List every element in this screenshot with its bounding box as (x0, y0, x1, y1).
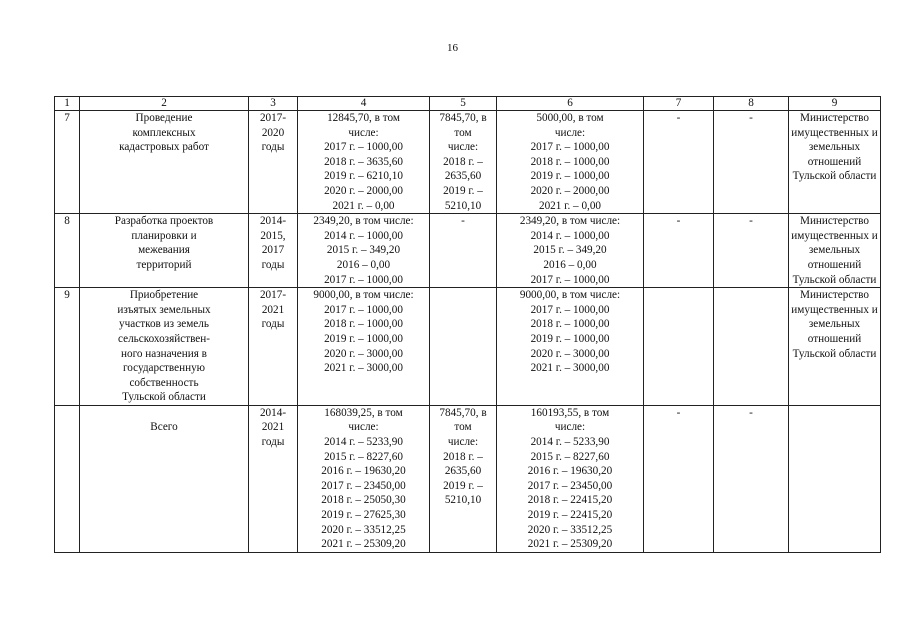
cell-line: 2015 г. – 8227,60 (324, 450, 403, 463)
cell-line: 2019 г. – 1000,00 (530, 170, 610, 183)
cell-line: 2021 г. – 25309,20 (527, 538, 613, 551)
cell-line: 2017 г. – 1000,00 (324, 141, 403, 154)
total-funding-cell (298, 111, 430, 214)
responsible-executor-cell (789, 405, 881, 552)
column-header: 6 (497, 97, 644, 111)
cell-line: 2015 г. – 349,20 (533, 244, 607, 257)
cell-line: государственную (122, 362, 206, 375)
regional-funding-cell (497, 214, 644, 288)
cell-line: межевания (138, 244, 190, 257)
cell-line: земельных (808, 141, 861, 154)
column-header: 7 (644, 97, 714, 111)
cell-line: 2015 г. – 349,20 (326, 244, 401, 257)
cell-line: том (454, 126, 472, 139)
cell-line: 2017 г. – 1000,00 (324, 303, 403, 316)
cell-line: имущественных и (791, 126, 878, 139)
cell-line: Тульской области (122, 391, 206, 404)
cell-line: 2017 г. – 1000,00 (530, 141, 610, 154)
cell-line: Министерство (800, 215, 869, 228)
total-funding-cell (298, 405, 430, 552)
activity-name-cell (80, 405, 249, 552)
page-number: 16 (447, 42, 458, 54)
row-number-cell: 9 (55, 288, 80, 406)
cell-line: отношений (807, 332, 862, 345)
column-8-cell: - (714, 214, 789, 288)
cell-line: 12845,70, в том (327, 112, 400, 124)
responsible-executor-cell (789, 214, 881, 288)
cell-line: 2014 г. – 1000,00 (530, 229, 610, 242)
responsible-executor-cell (789, 111, 881, 214)
cell-line: 2017- (259, 289, 287, 302)
table-row (55, 111, 881, 214)
cell-line: 160193,55, в том (530, 406, 610, 419)
cell-line: 2016 – 0,00 (336, 258, 391, 271)
cell-line: 2018 г. – 22415,20 (527, 494, 613, 507)
column-header: 5 (430, 97, 497, 111)
cell-line: числе: (447, 436, 479, 449)
cell-line: годы (261, 141, 285, 154)
row-number-cell (55, 405, 80, 552)
cell-line: 2018 г. – (443, 450, 483, 463)
regional-funding-cell (497, 405, 644, 552)
column-header: 2 (80, 97, 249, 111)
cell-line: 2021 г. – 3000,00 (324, 362, 403, 375)
federal-funding-cell (430, 214, 497, 288)
cell-line: 5000,00, в том (536, 112, 604, 124)
cell-line: 2018 г. – 1000,00 (530, 318, 610, 331)
cell-line: годы (261, 436, 285, 449)
cell-line: 2021 (261, 303, 285, 316)
cell-line: земельных (808, 244, 861, 257)
column-header: 1 (55, 97, 80, 111)
regional-funding-cell (497, 111, 644, 214)
cell-line: 2015 г. – 8227,60 (530, 450, 610, 463)
cell-line: земельных (808, 318, 861, 331)
cell-line: 2021 (261, 421, 285, 434)
column-7-cell: - (644, 405, 714, 552)
cell-line: 2014- (259, 406, 287, 419)
cell-line: 2349,20, в том числе: (313, 215, 414, 228)
cell-line: Тульской области (792, 347, 877, 360)
cell-line: имущественных и (791, 303, 878, 316)
column-7-cell: - (644, 214, 714, 288)
cell-line: 2349,20, в том числе: (519, 215, 621, 228)
period-cell (249, 214, 298, 288)
cell-line: 2017 г. – 23450,00 (527, 479, 613, 492)
cell-line: Тульской области (792, 170, 877, 183)
cell-line: 2020 г. – 3000,00 (324, 347, 403, 360)
cell-line: 5210,10 (444, 494, 482, 507)
cell-line: отношений (807, 155, 862, 168)
cell-line: 2015, (260, 229, 286, 242)
cell-line: 2016 – 0,00 (543, 258, 597, 271)
cell-line: 2014- (259, 215, 287, 228)
cell-line: 2017- (259, 112, 287, 124)
cell-line: числе: (348, 126, 379, 139)
cell-line: 7845,70, в (439, 406, 487, 419)
cell-line: 168039,25, в том (324, 406, 403, 419)
cell-line: 2635,60 (444, 170, 482, 183)
cell-line: 2019 г. – 1000,00 (324, 332, 403, 345)
activity-name-cell (80, 214, 249, 288)
period-cell (249, 111, 298, 214)
cell-line: Проведение (135, 112, 193, 124)
cell-line: числе: (447, 141, 479, 154)
cell-line: 2019 г. – (443, 479, 483, 492)
cell-line: 2021 г. – 0,00 (538, 199, 602, 212)
cell-line: 2018 г. – 3635,60 (324, 155, 403, 168)
cell-line: 2020 г. – 3000,00 (530, 347, 610, 360)
federal-funding-cell (430, 111, 497, 214)
column-header: 3 (249, 97, 298, 111)
cell-line: участков из земель (119, 318, 209, 331)
cell-line: 2017 г. – 1000,00 (530, 273, 610, 286)
cell-line: числе: (348, 421, 379, 434)
cell-line: комплексных (132, 126, 196, 139)
table-row (55, 288, 881, 406)
activity-name-cell (80, 288, 249, 406)
cell-line: Всего (150, 421, 178, 434)
table-header-row (55, 97, 881, 111)
activity-name-cell (80, 111, 249, 214)
cell-line: 2018 г. – (443, 155, 483, 168)
cell-line: 2017 г. – 23450,00 (321, 479, 406, 492)
cell-line: изъятых земельных (117, 303, 211, 316)
cell-line: 2019 г. – 6210,10 (324, 170, 403, 183)
cell-line: 2019 г. – 22415,20 (527, 509, 613, 522)
period-cell (249, 288, 298, 406)
column-header: 8 (714, 97, 789, 111)
cell-line: том (454, 421, 472, 434)
cell-line: 2018 г. – 1000,00 (530, 155, 610, 168)
cell-line: собственность (129, 376, 199, 389)
column-8-cell (714, 288, 789, 406)
table-row (55, 405, 881, 552)
period-cell (249, 405, 298, 552)
column-header: 9 (789, 97, 881, 111)
cell-line: кадастровых работ (119, 141, 209, 154)
cell-line: Разработка проектов (114, 215, 214, 228)
cell-line: 2017 г. – 1000,00 (324, 273, 403, 286)
column-8-cell: - (714, 405, 789, 552)
table-row (55, 214, 881, 288)
federal-funding-cell (430, 405, 497, 552)
cell-line: планировки и (131, 229, 197, 242)
cell-line: 2020 г. – 33512,25 (527, 523, 613, 536)
cell-line: территорий (136, 258, 192, 271)
cell-line: 2020 (261, 126, 285, 139)
cell-line: 2021 г. – 25309,20 (321, 538, 406, 551)
column-7-cell: - (644, 111, 714, 214)
cell-line: числе: (554, 126, 586, 139)
cell-line: 2019 г. – 1000,00 (530, 332, 610, 345)
cell-line: Министерство (800, 289, 869, 302)
cell-line: 2018 г. – 25050,30 (321, 494, 406, 507)
cell-line: 5210,10 (444, 199, 482, 212)
row-number-cell: 8 (55, 214, 80, 288)
cell-line: 2021 г. – 3000,00 (530, 362, 610, 375)
cell-line: 2014 г. – 5233,90 (324, 436, 403, 449)
cell-line: Тульской области (792, 273, 877, 286)
cell-line: 2021 г. – 0,00 (332, 199, 395, 212)
cell-line: 2018 г. – 1000,00 (324, 318, 403, 331)
cell-line: 2020 г. – 33512,25 (321, 523, 406, 536)
column-7-cell (644, 288, 714, 406)
cell-line: 2016 г. – 19630,20 (527, 465, 613, 478)
responsible-executor-cell (789, 288, 881, 406)
cell-line: годы (261, 318, 285, 331)
cell-line: 2635,60 (444, 465, 482, 478)
cell-line: 9000,00, в том числе: (519, 289, 621, 302)
cell-line: 9000,00, в том числе: (313, 289, 414, 302)
cell-line: Министерство (800, 112, 869, 124)
cell-line: Приобретение (129, 289, 199, 302)
program-activities-table (54, 96, 881, 553)
cell-line: годы (261, 258, 285, 271)
cell-line: числе: (554, 421, 586, 434)
cell-line: 2017 г. – 1000,00 (530, 303, 610, 316)
cell-line: ного назначения в (121, 347, 207, 360)
total-funding-cell (298, 288, 430, 406)
cell-line: 7845,70, в (439, 112, 487, 124)
cell-line: 2014 г. – 5233,90 (530, 436, 610, 449)
regional-funding-cell (497, 288, 644, 406)
cell-line (82, 406, 246, 421)
federal-funding-cell (430, 288, 497, 406)
cell-line: 2017 (261, 244, 285, 257)
column-header: 4 (298, 97, 430, 111)
cell-line: 2019 г. – 27625,30 (321, 509, 406, 522)
cell-line: 2020 г. – 2000,00 (530, 184, 610, 197)
cell-line: 2019 г. – (443, 184, 483, 197)
cell-line: 2020 г. – 2000,00 (324, 184, 403, 197)
column-8-cell: - (714, 111, 789, 214)
total-funding-cell (298, 214, 430, 288)
cell-line: отношений (807, 258, 862, 271)
cell-line: сельскохозяйствен- (118, 332, 210, 345)
cell-line: имущественных и (791, 229, 878, 242)
cell-line: - (461, 215, 465, 228)
row-number-cell: 7 (55, 111, 80, 214)
cell-line: 2014 г. – 1000,00 (324, 229, 403, 242)
cell-line: 2016 г. – 19630,20 (321, 465, 406, 478)
